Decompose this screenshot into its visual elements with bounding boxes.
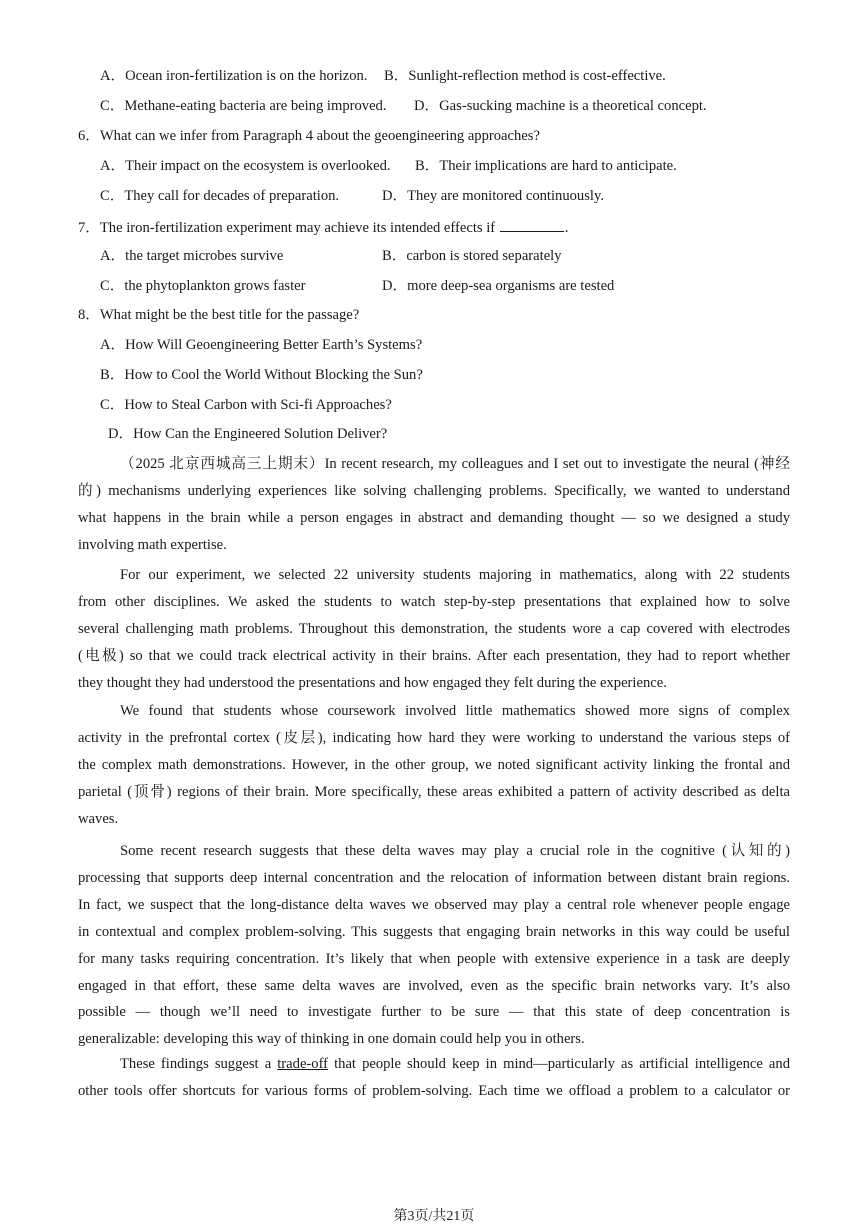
q6-option-a: A．Their impact on the ecosystem is overlooked. [100, 158, 391, 174]
passage-paragraph-2 [78, 562, 790, 697]
q8-stem: 8．What might be the best title for the passage? [78, 307, 360, 323]
p2-line-3: several challenging math problems. Throughout this demonstration, the students wore a cap covered with electrodes [78, 620, 790, 637]
p3-line-1: We found that students whose coursework involved little mathematics showed more signs of complex [120, 703, 790, 719]
q6-stem: 6．What can we infer from Paragraph 4 about the geoengineering approaches? [78, 128, 540, 144]
q8-option-c: C．How to Steal Carbon with Sci-fi Approaches? [100, 397, 392, 413]
q5-option-d: D．Gas-sucking machine is a theoretical concept. [414, 98, 707, 114]
passage-paragraph-1 [78, 451, 790, 559]
p3-line-4: parietal (顶骨) regions of their brain. More specifically, these areas exhibited a pattern of activity described as delta [78, 783, 790, 800]
p3-line-3: the complex math demonstrations. However, in the other group, we noted significant activity linking the frontal and [78, 756, 790, 773]
page-number: 第3页/共21页 [393, 1209, 475, 1224]
p3-line-5: waves. [78, 810, 119, 827]
q6-option-c: C．They call for decades of preparation. [100, 188, 340, 204]
q7-answer-blank [500, 217, 564, 232]
q5-option-c: C．Methane-eating bacteria are being improved. [100, 98, 387, 114]
p3-line-2: activity in the prefrontal cortex (皮层), indicating how hard they were working to understand the various steps of [78, 729, 790, 746]
p5-line-1 [78, 1051, 790, 1078]
passage-paragraph-3 [78, 698, 790, 833]
q6-option-b: B．Their implications are hard to anticipate. [415, 158, 677, 174]
p4-line-1: Some recent research suggests that these delta waves may play a crucial role in the cognitive (认知的) [120, 843, 790, 859]
passage-paragraph-4 [78, 838, 790, 1053]
passage-paragraph-5 [78, 1051, 790, 1105]
q7-option-b: B．carbon is stored separately [382, 248, 562, 264]
q5-option-b: B．Sunlight-reflection method is cost-effective. [384, 68, 666, 84]
p4-line-3: In fact, we suspect that the long-distance delta waves we observed may play a central role whenever people engage [78, 896, 790, 913]
q5-option-a: A．Ocean iron-fertilization is on the horizon. [100, 68, 368, 84]
p4-line-7: possible — though we’ll need to investigate further to be sure — that this state of deep concentration is [78, 1004, 790, 1021]
p4-line-8: generalizable: developing this way of thinking in one domain could help you in others. [78, 1031, 585, 1048]
q6-option-d: D．They are monitored continuously. [382, 188, 604, 204]
p4-line-5: for many tasks requiring concentration. It’s likely that when people with extensive experience in a task are deeply [78, 950, 790, 967]
p2-line-1: For our experiment, we selected 22 university students majoring in mathematics, along with 22 students [120, 567, 790, 583]
p4-line-6: engaged in that effort, these same delta waves are involved, even as the specific brain networks vary. It’s also [78, 977, 790, 994]
q8-option-a: A．How Will Geoengineering Better Earth’s Systems? [100, 337, 423, 353]
p1-line-2: 的) mechanisms underlying experiences like solving challenging problems. Specifically, we wanted to understand [78, 482, 790, 499]
q7-option-c: C．the phytoplankton grows faster [100, 278, 306, 294]
p5-text-rest: that people should keep in mind—particularly as artificial intelligence and [328, 1056, 790, 1072]
p4-line-2: processing that supports deep internal concentration and the relocation of information between distant brain regions. [78, 869, 790, 886]
p2-line-5: they thought they had understood the presentations and how engaged they felt during the experience. [78, 674, 667, 691]
p5-line-2: other tools offer shortcuts for various forms of problem-solving. Each time we offload a problem to a calculator or [78, 1082, 790, 1099]
q7-stem [78, 217, 568, 237]
q7-option-d: D．more deep-sea organisms are tested [382, 278, 615, 294]
p4-line-4: in contextual and complex problem-solving. This suggests that engaging brain networks in this way could be useful [78, 923, 790, 940]
p1-line-3: what happens in the brain while a person engages in abstract and demanding thought — so we designed a study [78, 509, 790, 526]
q7-stem-end: . [564, 220, 569, 236]
q8-option-b: B．How to Cool the World Without Blocking the Sun? [100, 367, 423, 383]
p2-line-4: (电极) so that we could track electrical activity in their brains. After each presentation, they had to report whether [78, 647, 790, 664]
p1-line-1: （2025 北京西城高三上期末）In recent research, my colleagues and I set out to investigate the neural (神经 [120, 456, 790, 472]
underlined-term: trade-off [277, 1056, 329, 1072]
p1-line-4: involving math expertise. [78, 536, 227, 553]
p2-line-2: from other disciplines. We asked the students to watch step-by-step presentations that explained how to solve [78, 593, 790, 610]
p5-text-start: These findings suggest a [120, 1056, 278, 1072]
q7-option-a: A．the target microbes survive [100, 248, 284, 264]
q8-option-d: D．How Can the Engineered Solution Deliver? [108, 426, 388, 442]
q7-stem-text: 7．The iron-fertilization experiment may achieve its intended effects if [78, 220, 496, 236]
